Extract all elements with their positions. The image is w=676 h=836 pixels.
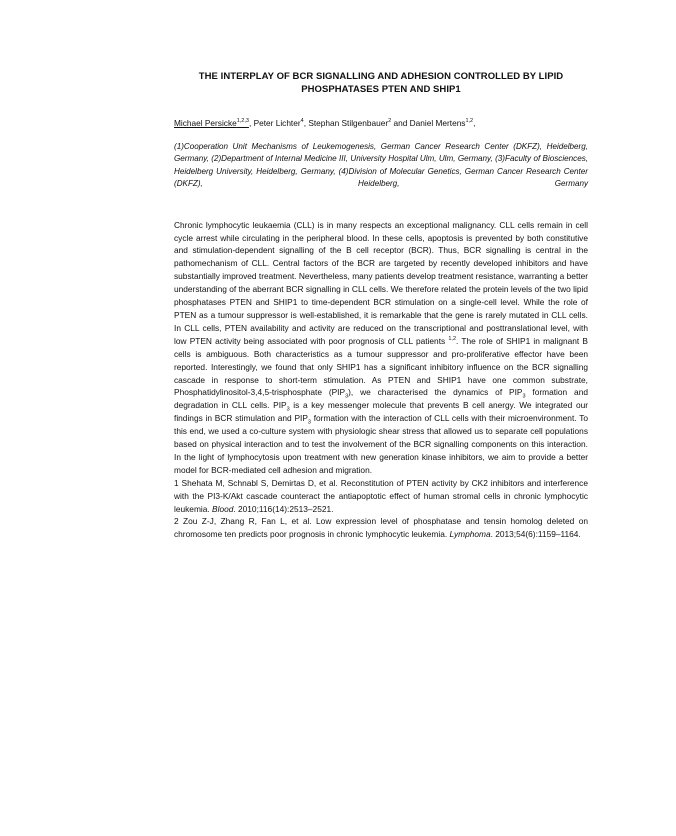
pip3-subscript: 3 (286, 406, 290, 413)
reference-2-journal: Lymphoma (449, 529, 491, 540)
reference-2-text: 2 Zou Z-J, Zhang R, Fan L, et al. Low expression level of phosphatase and tensin homolog deleted on chromosome ten predicts poor prognosis in chronic lymphocytic leukemia. (174, 516, 588, 540)
author-3-affil: 2 (388, 118, 392, 125)
author-sep: , (303, 118, 309, 128)
reference-1-tail: . 2010;116(14):2513–2521. (233, 503, 334, 514)
author-and: and (393, 118, 408, 128)
abstract-part-5: is a key messenger molecule that prevents B cell anergy. We integrated our findings in BCR stimulation and PIP (174, 400, 589, 424)
pip3-subscript: 3 (307, 419, 311, 426)
author-4-name: Daniel Mertens (409, 118, 466, 128)
abstract-citation: 1,2 (448, 336, 457, 342)
author-2-name: Peter Lichter (253, 118, 301, 128)
abstract-part-2: . The role of SHIP1 in malignant B cells is ambiguous. Both characteristics as a tumour suppressor and pro-proliferative effector have been reported. Interestingly, we found that only SHIP1 has a significant inhibitory influence on the BCR signalling cascade in response to short-term stimulation. As PTEN and SHIP1 have one common substrate, Phosphatidylinositol-3,4,5-trisphosphate (PIP (174, 335, 588, 398)
abstract-body (174, 219, 588, 477)
author-first-name: Michael Persicke (174, 118, 237, 128)
reference-2 (174, 515, 588, 541)
author-list (174, 118, 588, 129)
author-first-affil: 1,2,3 (236, 118, 249, 125)
reference-1-text: 1 Shehata M, Schnabl S, Demirtas D, et al. Reconstitution of PTEN activity by CK2 inhibitors and interference with the PI3-K/Akt cascade counteract the antiapoptotic effect of human stromal cells in chronic lymphocytic leukemia. (174, 477, 588, 514)
paper-content (174, 70, 588, 541)
affiliations: (1)Cooperation Unit Mechanisms of Leukemogenesis, German Cancer Research Center (DKFZ), Heidelberg, Germany, (2)Department of Internal Medicine III, University Hospital Ulm, Ulm, Germany, (3)Faculty of Biosciences, Heidelberg University, Heidelberg, Germany, (4)Division of Molecular Genetics, German Cancer Research Center (DKFZ), Heidelberg, Germany (174, 142, 588, 189)
pip3-subscript: 3 (345, 394, 349, 401)
abstract-part-1: Chronic lymphocytic leukaemia (CLL) is in many respects an exceptional malignancy. CLL cells remain in cell cycle arrest while circulating in the peripheral blood. In these cells, apoptosis is prevented by both constitutive and stimulation-dependent signalling of the B cell receptor (BCR). Thus, BCR signalling is central in the pathomechanism of CLL. Central factors of the BCR are targeted by recently developed inhibitors and have substantially improved treatment. Nevertheless, many patients develop treatment resistance, warranting a better understanding of the aberrant BCR signalling in CLL cells. We therefore related the protein levels of the two lipid phosphatases PTEN and SHIP1 to time-dependent BCR stimulation on a single-cell level. While the role of PTEN as a tumour suppressor is well-established, it is remarkable that the gene is rarely mutated in CLL cells. In CLL cells, PTEN availability and activity are reduced on the transcriptional and posttranslational level, with low PTEN activity being associated with poor prognosis of CLL patients (174, 219, 588, 346)
author-3-name: Stephan Stilgenbauer (308, 118, 389, 128)
reference-1-journal: Blood (212, 503, 234, 514)
author-4-affil: 1,2 (465, 118, 474, 125)
abstract-part-4: formation and degradation in CLL cells. PIP (174, 387, 588, 411)
paper-title: THE INTERPLAY OF BCR SIGNALLING AND ADHESION CONTROLLED BY LIPID PHOSPHATASES PTEN AND SHIP1 (198, 71, 564, 95)
abstract-part-3: ), we characterised the dynamics of PIP (348, 387, 523, 398)
author-trailing: , (473, 118, 476, 128)
pip3-subscript: 3 (522, 394, 526, 401)
reference-1 (174, 477, 588, 516)
author-sep: , (248, 118, 254, 128)
author-first (174, 118, 249, 128)
author-2-affil: 4 (300, 118, 304, 125)
abstract-part-6: formation with the interaction of CLL cells with their microenvironment. To this end, we used a co-culture system with physiologic shear stress that allowed us to separate cell populations based on physical interaction and to test the involvement of the BCR signalling components on this interaction. In the light of lymphocytosis upon treatment with new generation kinase inhibitors, we aim to provide a better model for BCR-mediated cell adhesion and migration. (174, 413, 588, 475)
reference-2-tail: . 2013;54(6):1159–1164. (490, 529, 581, 540)
